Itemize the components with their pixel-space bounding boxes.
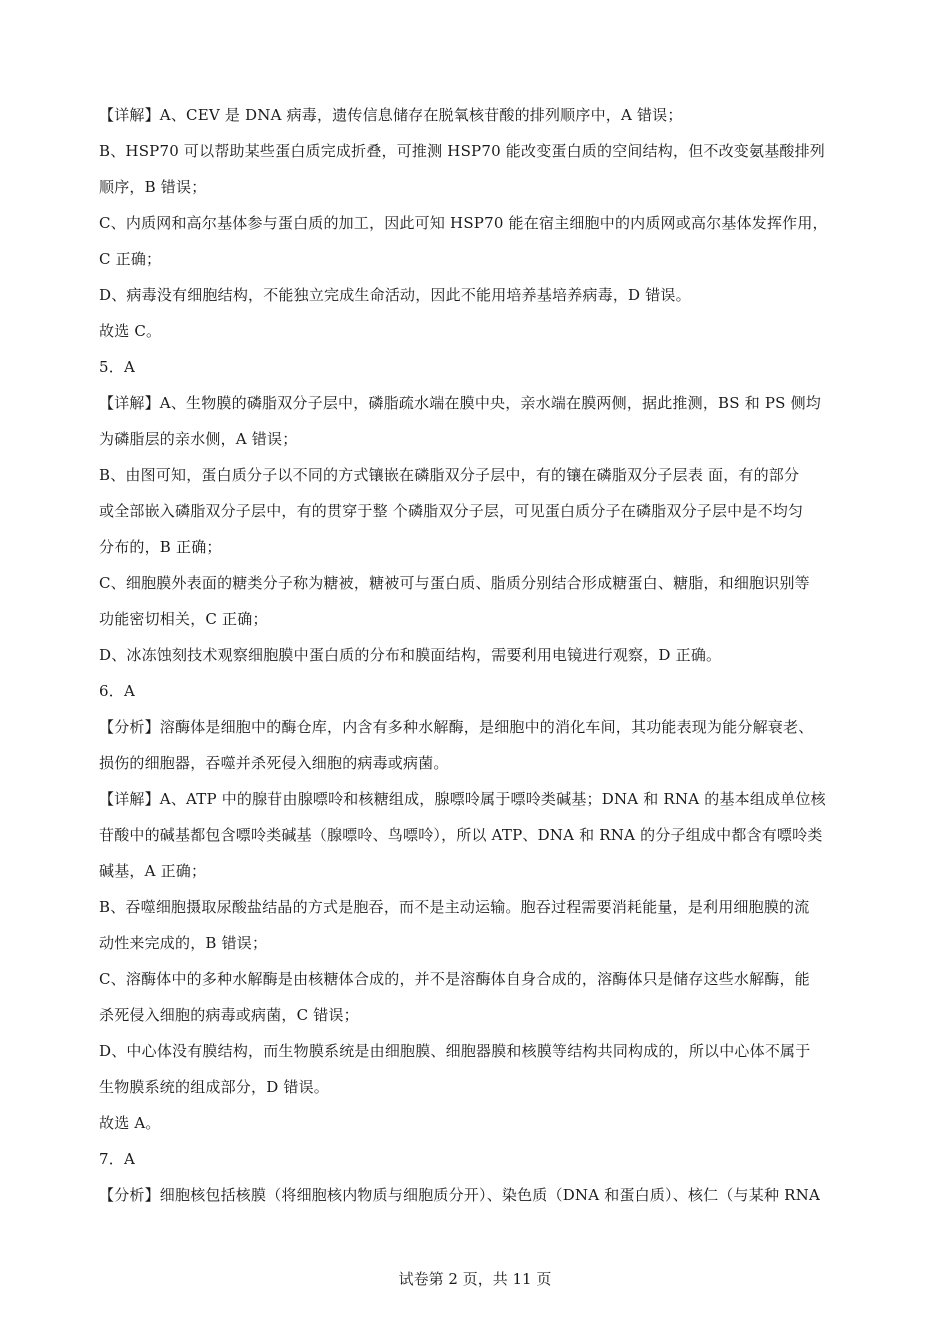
document-body [99,97,859,1213]
text-line: 故选 C。 [99,322,162,340]
text-line: 【详解】A、CEV 是 DNA 病毒，遗传信息储存在脱氧核苷酸的排列顺序中，A 错误； [99,106,683,124]
text-line: B、吞噬细胞摄取尿酸盐结晶的方式是胞吞，而不是主动运输。胞吞过程需要消耗能量，是利用细胞膜的流 [99,898,810,916]
text-line: 【分析】细胞核包括核膜（将细胞核内物质与细胞质分开）、染色质（DNA 和蛋白质）、核仁（与某种 RNA [99,1186,820,1204]
text-line: B、由图可知，蛋白质分子以不同的方式镶嵌在磷脂双分子层中，有的镶在磷脂双分子层表 面，有的部分 [99,466,800,484]
text-line: 故选 A。 [99,1114,161,1132]
text-line: 【详解】A、生物膜的磷脂双分子层中，磷脂疏水端在膜中央，亲水端在膜两侧，据此推测，BS 和 PS 侧均 [99,394,822,412]
text-line: D、冰冻蚀刻技术观察细胞膜中蛋白质的分布和膜面结构，需要利用电镜进行观察，D 正确。 [99,646,722,664]
question-number: 6．A [99,682,135,700]
text-line: 碱基，A 正确； [99,862,207,880]
question-number: 5．A [99,358,135,376]
text-line: 杀死侵入细胞的病毒或病菌，C 错误； [99,1006,359,1024]
text-line: 或全部嵌入磷脂双分子层中，有的贯穿于整 个磷脂双分子层，可见蛋白质分子在磷脂双分子层中是不均匀 [99,502,804,520]
text-line: D、病毒没有细胞结构，不能独立完成生命活动，因此不能用培养基培养病毒，D 错误。 [99,286,691,304]
text-line: C 正确； [99,250,162,268]
text-line: 损伤的细胞器，吞噬并杀死侵入细胞的病毒或病菌。 [99,754,449,772]
text-line: 动性来完成的，B 错误； [99,934,268,952]
text-line: B、HSP70 可以帮助某些蛋白质完成折叠，可推测 HSP70 能改变蛋白质的空间结构，但不改变氨基酸排列 [99,142,826,160]
text-line: 为磷脂层的亲水侧，A 错误； [99,430,298,448]
question-number: 7．A [99,1150,135,1168]
text-line: C、细胞膜外表面的糖类分子称为糖被，糖被可与蛋白质、脂质分别结合形成糖蛋白、糖脂，和细胞识别等 [99,574,810,592]
text-line: 生物膜系统的组成部分，D 错误。 [99,1078,329,1096]
page-footer: 试卷第 2 页，共 11 页 [398,1270,552,1288]
text-line: 苷酸中的碱基都包含嘌呤类碱基（腺嘌呤、鸟嘌呤），所以 ATP、DNA 和 RNA 的分子组成中都含有嘌呤类 [99,826,823,844]
text-line: 分布的，B 正确； [99,538,222,556]
text-line: C、内质网和高尔基体参与蛋白质的加工，因此可知 HSP70 能在宿主细胞中的内质网或高尔基体发挥作用， [99,214,828,232]
text-line: 功能密切相关，C 正确； [99,610,268,628]
text-line: C、溶酶体中的多种水解酶是由核糖体合成的，并不是溶酶体自身合成的，溶酶体只是储存这些水解酶，能 [99,970,810,988]
text-line: D、中心体没有膜结构，而生物膜系统是由细胞膜、细胞器膜和核膜等结构共同构成的，所以中心体不属于 [99,1042,811,1060]
text-line: 【分析】溶酶体是细胞中的酶仓库，内含有多种水解酶，是细胞中的消化车间，其功能表现为能分解衰老、 [99,718,814,736]
text-line: 顺序，B 错误； [99,178,207,196]
text-line: 【详解】A、ATP 中的腺苷由腺嘌呤和核糖组成，腺嘌呤属于嘌呤类碱基；DNA 和 RNA 的基本组成单位核 [99,790,826,808]
